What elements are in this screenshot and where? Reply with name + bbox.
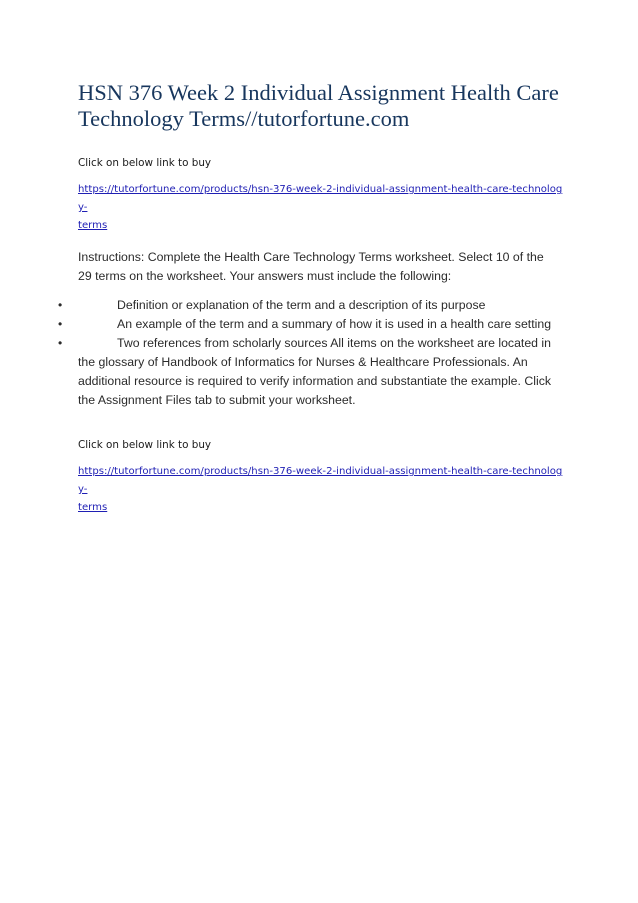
buy-link-bottom-line1: https://tutorfortune.com/products/hsn-376-week-2-individual-assignment-health-care-technology- — [78, 466, 563, 495]
buy-label-top: Click on below link to buy — [78, 157, 212, 169]
buy-link-bottom-line2: terms — [78, 502, 108, 513]
bullet-icon: • — [58, 317, 63, 331]
document-title: HSN 376 Week 2 Individual Assignment Health Care Technology Terms//tutorfortune.com — [78, 80, 559, 131]
instructions-paragraph: Instructions: Complete the Health Care Technology Terms worksheet. Select 10 of the 29 terms on the worksheet. Your answers must include the following: — [78, 250, 544, 283]
bullet-icon: • — [58, 298, 63, 312]
list-item-text: An example of the term and a summary of how it is used in a health care setting — [117, 317, 552, 331]
list-item-text: Two references from scholarly sources All items on the worksheet are located in — [117, 336, 551, 350]
list-item-text: Definition or explanation of the term and a description of its purpose — [117, 298, 486, 312]
buy-link-top-line1: https://tutorfortune.com/products/hsn-376-week-2-individual-assignment-health-care-technology- — [78, 184, 563, 213]
list-item — [0, 296, 638, 315]
list-item — [0, 315, 638, 334]
buy-link-bottom[interactable] — [78, 463, 568, 517]
bullet-icon: • — [58, 336, 63, 350]
requirements-list — [0, 296, 638, 353]
buy-link-top[interactable] — [78, 181, 568, 235]
buy-link-top-line2: terms — [78, 220, 108, 231]
continuation-paragraph: the glossary of Handbook of Informatics for Nurses & Healthcare Professionals. An additional resource is required to verify information and substantiate the example. Click the Assignment Files tab to submit your worksheet. — [78, 355, 551, 407]
buy-label-bottom: Click on below link to buy — [78, 439, 212, 451]
list-item — [0, 334, 638, 353]
